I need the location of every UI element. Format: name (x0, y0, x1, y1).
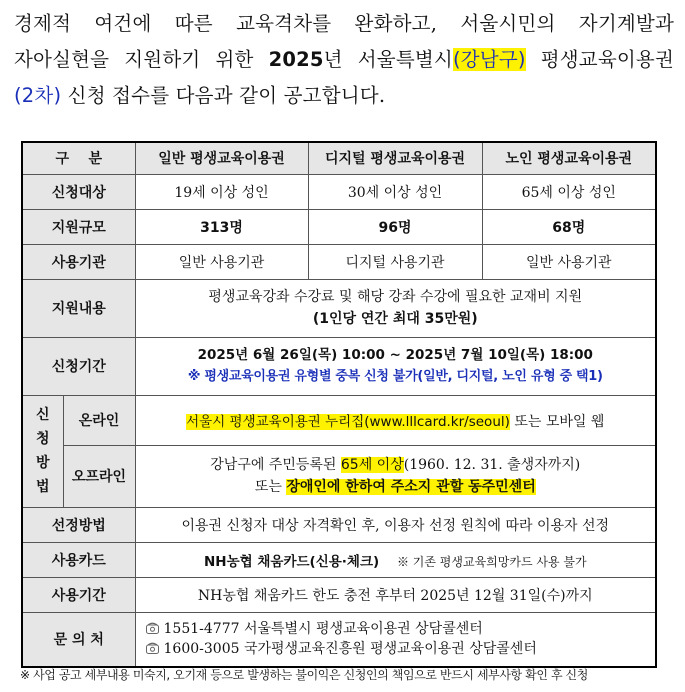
method-offline-content (135, 445, 656, 507)
announcement-intro (14, 6, 674, 114)
header-general-voucher: 일반 평생교육이용권 (135, 142, 308, 174)
table-row (22, 209, 656, 244)
method-char-1: 신 (35, 407, 50, 423)
support-line-2: (1인당 연간 최대 35만원) (312, 311, 478, 327)
intro-year: 2025 (268, 48, 324, 71)
offline-disabled-highlight: 장애인에 한하여 주소지 관할 동주민센터 (286, 479, 536, 495)
phone-icon (146, 622, 159, 634)
support-content (135, 279, 656, 337)
header-digital-voucher: 디지털 평생교육이용권 (308, 142, 482, 174)
table-row (22, 279, 656, 337)
table-row (22, 507, 656, 542)
offline-line-1 (140, 454, 652, 476)
intro-round: (2차) (14, 84, 62, 107)
offline-line-2 (140, 476, 652, 498)
intro-line-2-a: 자아실현을 지원하기 위한 (14, 48, 269, 71)
contact-text-1: 1551-4777 서울특별시 평생교육이용권 상담콜센터 (163, 621, 483, 638)
period-content (135, 337, 656, 395)
scale-senior: 68명 (482, 209, 656, 244)
card-content (135, 542, 656, 577)
selection-content: 이용권 신청자 대상 자격확인 후, 이용자 선정 원칙에 따라 이용자 선정 (135, 507, 656, 542)
method-offline-label: 오프라인 (63, 445, 135, 507)
table-row (22, 612, 656, 667)
offline-c: 또는 (254, 479, 287, 495)
contact-line-2 (146, 639, 652, 659)
intro-district-highlight: (강남구) (452, 48, 526, 71)
intro-line-3-b: 신청 접수를 다음과 같이 공고합니다. (61, 84, 386, 107)
contact-content (135, 612, 656, 667)
table-row (22, 244, 656, 279)
table-row (22, 445, 656, 507)
card-value: NH농협 채움카드(신용·체크) (203, 553, 380, 570)
table-row (22, 542, 656, 577)
offline-a: 강남구에 주민등록된 (210, 457, 341, 473)
method-char-2: 청 (35, 431, 50, 447)
header-senior-voucher: 노인 평생교육이용권 (482, 142, 656, 174)
table-row (22, 395, 656, 445)
intro-line-1: 경제적 여건에 따른 교육격차를 완화하고, 서울시민의 자기계발과 (14, 12, 674, 35)
target-general: 19세 이상 성인 (135, 174, 308, 209)
target-digital: 30세 이상 성인 (308, 174, 482, 209)
support-line-1: 평생교육강좌 수강료 및 해당 강좌 수강에 필요한 교재비 지원 (208, 289, 583, 305)
row-label-institution: 사용기관 (22, 244, 135, 279)
target-senior: 65세 이상 성인 (482, 174, 656, 209)
method-char-3: 방 (35, 455, 50, 471)
usage-content: NH농협 채움카드 한도 충전 후부터 2025년 12월 31일(수)까지 (135, 577, 656, 612)
online-rest: 또는 모바일 웹 (509, 413, 605, 430)
phone-icon (146, 642, 159, 654)
offline-b: (1960. 12. 31. 출생자까지) (403, 457, 581, 473)
institution-digital: 디지털 사용기관 (308, 244, 482, 279)
institution-general: 일반 사용기관 (135, 244, 308, 279)
institution-senior: 일반 사용기관 (482, 244, 656, 279)
offline-age-highlight: 65세 이상 (340, 457, 404, 473)
method-online-content (135, 395, 656, 445)
row-label-contact: 문 의 처 (22, 612, 135, 667)
table-header-row (22, 142, 656, 174)
row-label-card: 사용카드 (22, 542, 135, 577)
row-label-target: 신청대상 (22, 174, 135, 209)
row-label-support: 지원내용 (22, 279, 135, 337)
row-label-period: 신청기간 (22, 337, 135, 395)
row-label-selection: 선정방법 (22, 507, 135, 542)
header-category: 구 분 (22, 142, 135, 174)
period-line-1: 2025년 6월 26일(목) 10:00 ~ 2025년 7월 10일(목) 18:00 (197, 347, 593, 363)
online-website-highlight[interactable]: 서울시 평생교육이용권 누리집(www.lllcard.kr/seoul) (186, 413, 510, 430)
row-label-usage: 사용기간 (22, 577, 135, 612)
intro-line-2 (14, 42, 674, 78)
table-row (22, 174, 656, 209)
contact-line-1 (146, 619, 652, 639)
intro-line-3 (14, 78, 674, 114)
application-info-table (21, 141, 657, 668)
contact-text-2: 1600-3005 국가평생교육진흥원 평생교육이용권 상담콜센터 (163, 641, 537, 658)
row-label-method (22, 395, 63, 507)
card-note: ※ 기존 평생교육희망카드 사용 불가 (396, 554, 587, 569)
intro-line-2-b: 년 서울특별시 (323, 48, 453, 71)
scale-general: 313명 (135, 209, 308, 244)
row-label-scale: 지원규모 (22, 209, 135, 244)
intro-line-2-c: 평생교육이용권 (525, 48, 674, 71)
table-row (22, 577, 656, 612)
scale-digital: 96명 (308, 209, 482, 244)
table-row (22, 337, 656, 395)
method-online-label: 온라인 (63, 395, 135, 445)
disclaimer-footnote: ※ 사업 공고 세부내용 미숙지, 오기재 등으로 발생하는 불이익은 신청인의 책임으로 반드시 세부사항 확인 후 신청 (20, 668, 588, 682)
period-line-2: ※ 평생교육이용권 유형별 중복 신청 불가(일반, 디지털, 노인 유형 중 택1) (187, 369, 603, 384)
method-char-4: 법 (35, 479, 50, 495)
